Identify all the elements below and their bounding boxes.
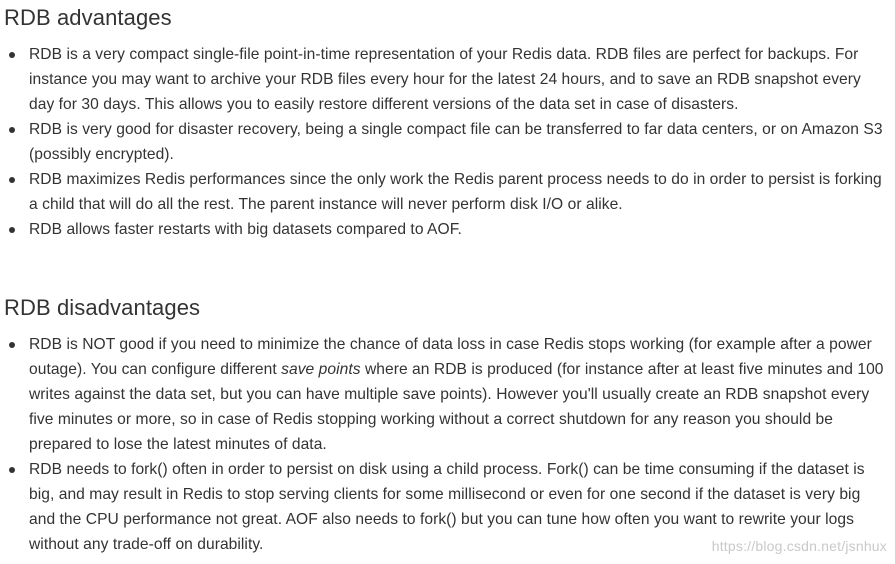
list-item-text: RDB allows faster restarts with big datasets compared to AOF.	[29, 221, 462, 238]
list-item	[0, 42, 895, 117]
watermark-text: https://blog.csdn.net/jsnhux	[711, 538, 887, 554]
advantages-list	[0, 42, 895, 242]
list-item	[0, 217, 895, 242]
list-item-text: RDB is very good for disaster recovery, being a single compact file can be transferred to far data centers, or on Amazon S3 (possibly encrypted).	[29, 121, 883, 163]
list-item-text: RDB needs to fork() often in order to persist on disk using a child process. Fork() can be time consuming if the dataset is big, and may result in Redis to stop serving clients for some millisecond or even for one second if the dataset is very big and the CPU performance not great. AOF also needs to fork() but you can tune how often you want to rewrite your logs without any trade-off on durability.	[29, 461, 865, 553]
bullet-icon	[9, 52, 15, 58]
list-item-text-part: where an RDB is produced (for instance after at least five minutes and 100 writes against the data set, but you can have multiple save points). However you'll usually create an RDB snapshot every five minutes or more, so in case of Redis stopping working without a correct shutdown for any reason you should be prepared to lose the latest minutes of data.	[29, 361, 884, 453]
list-item	[0, 167, 895, 217]
save-points-emphasis: save points	[281, 361, 361, 378]
bullet-icon	[9, 177, 15, 183]
disadvantages-list	[0, 332, 895, 557]
bullet-icon	[9, 342, 15, 348]
list-item-text: RDB maximizes Redis performances since the only work the Redis parent process needs to do in order to persist is forking a child that will do all the rest. The parent instance will never perform disk I/O or alike.	[29, 171, 882, 213]
disadvantages-heading: RDB disadvantages	[4, 295, 201, 320]
advantages-heading: RDB advantages	[4, 5, 172, 30]
list-item	[0, 117, 895, 167]
list-item	[0, 332, 895, 457]
bullet-icon	[9, 127, 15, 133]
list-item-text: RDB is a very compact single-file point-in-time representation of your Redis data. RDB files are perfect for backups. For instance you may want to archive your RDB files every hour for the latest 24 hours, and to save an RDB snapshot every day for 30 days. This allows you to easily restore different versions of the data set in case of disasters.	[29, 46, 861, 113]
bullet-icon	[9, 227, 15, 233]
list-item-text-part: RDB is NOT good if you need to minimize the chance of data loss in case Redis stops working (for example after a power outage). You can configure different	[29, 336, 872, 378]
bullet-icon	[9, 467, 15, 473]
